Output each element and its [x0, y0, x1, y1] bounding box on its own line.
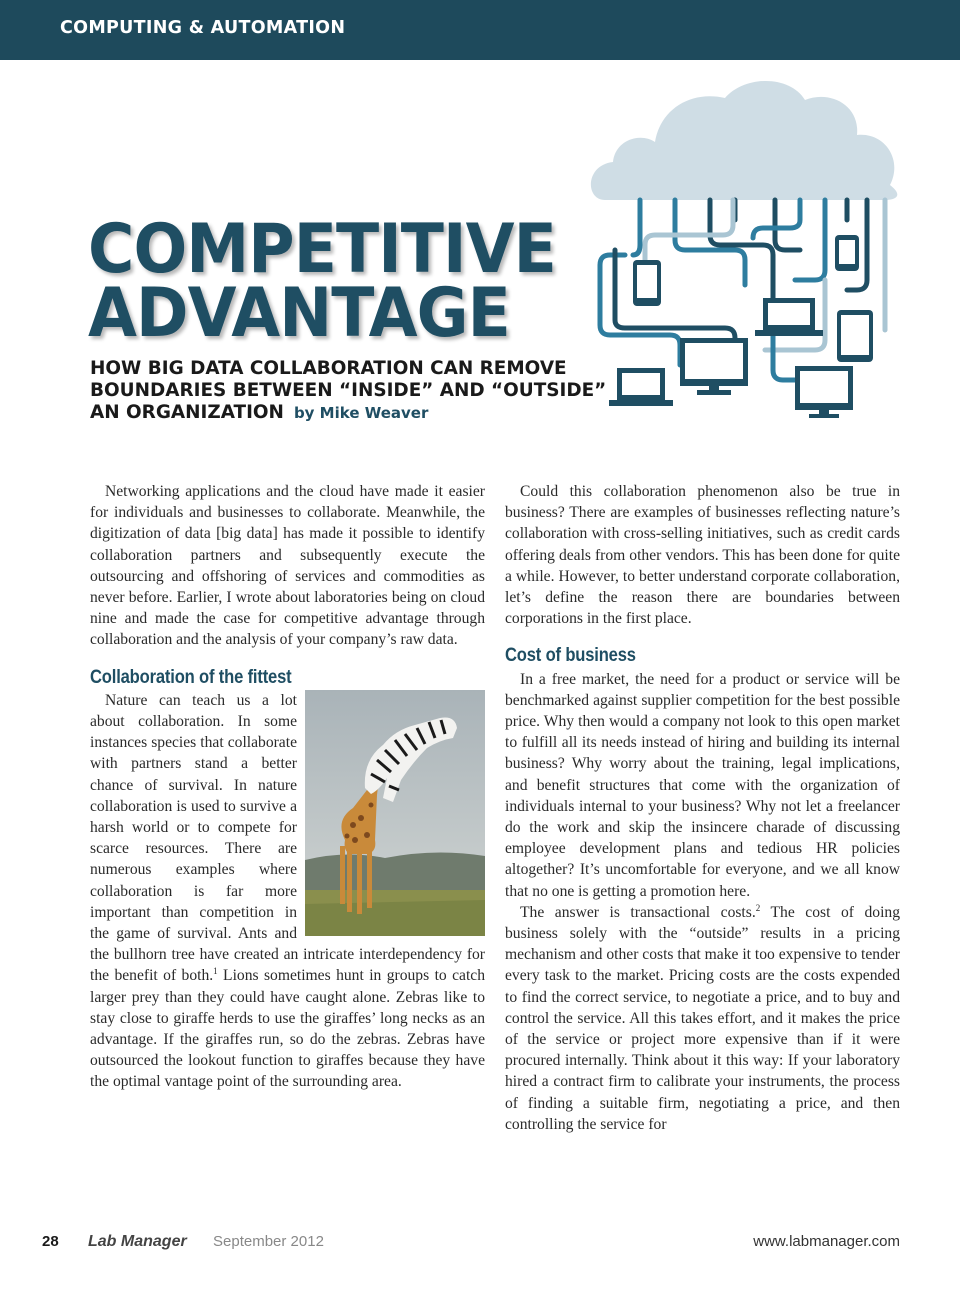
body-paragraph	[505, 902, 900, 1135]
magazine-name: Lab Manager	[88, 1233, 187, 1250]
zebra-on-giraffe-photo	[305, 690, 485, 936]
section-heading: Collaboration of the fittest	[90, 665, 292, 688]
cloud-icon	[591, 81, 897, 200]
byline: by Mike Weaver	[293, 404, 429, 422]
section-label: COMPUTING & AUTOMATION	[60, 18, 346, 38]
left-column	[90, 481, 485, 1093]
body-paragraph: Could this collaboration phenomenon also be true in business? There are examples of businesses reflecting nature’s collaboration with cross-selling initiatives, such as credit cards offering deals from other vendors. This has been done for quite a while. However, to better understand corporate collaboration, let’s define the reason there are boundaries between corporations in the first place.	[505, 483, 900, 628]
laptop-icon	[755, 298, 823, 336]
subtitle-line: BOUNDARIES BETWEEN “INSIDE” AND “OUTSIDE”	[90, 380, 607, 401]
tablet-icon	[837, 310, 873, 362]
paragraph-text: The cost of doing business solely with the “outside” results in a pricing mechanism and other costs that make it too expensive to tender every task to the market. Pricing costs are the costs expended to find the correct service, to negotiate a price, and to buy and control the service. All this takes effort, and it makes the price of the service or project more expensive than if it were procured internally. Think about it this way: If your laboratory hired a contract firm to calibrate your instruments, the process of finding a suitable firm, negotiating a price, and then controlling the service for	[505, 903, 900, 1133]
website-url: www.labmanager.com	[753, 1233, 900, 1250]
section-heading: Cost of business	[505, 644, 636, 667]
paragraph-text: Lions sometimes hunt in groups to catch larger prey than they could have caught alone. Zebras like to stay close to giraffe herds to use the giraffes’ long necks as an advantage. If the giraffes run, so do the zebras. Zebras have outsourced the lookout function to giraffes because they have the optimal vantage point of the surrounding area.	[90, 967, 485, 1091]
desktop-monitor-icon	[680, 338, 748, 395]
subtitle-line-text: AN ORGANIZATION	[90, 402, 284, 423]
page-number: 28	[42, 1233, 59, 1250]
footnote-ref: 2	[755, 902, 761, 913]
article-title	[88, 210, 556, 353]
tablet-icon	[835, 235, 859, 271]
footnote-ref: 1	[213, 966, 218, 977]
title-line: ADVANTAGE	[88, 274, 510, 353]
paragraph-text: Nature can teach us a lot about collaboration. In some instances species that collaborate with partners stand a better chance of survival. In nature collaboration is used to survive a harsh world or to compete for scarce resources. There are numerous examples where collaboration is far more important than competition in the game of survival. Ants and the bullhorn tree have created an intricate interdependency for the benefit of both.	[90, 691, 485, 985]
intro-paragraph: Networking applications and the cloud have made it easier for individuals and businesses to collaborate. Meanwhile, the digitization of data [big data] has made it possible to identify collaboration partners and subsequently execute the outsourcing and offshoring of services and commodities as never before. Earlier, I wrote about laboratories being on cloud nine and made the case for competitive advantage through collaboration and the analysis of your company’s raw data.	[90, 483, 485, 649]
cloud-network-illustration	[585, 70, 905, 420]
issue-date: September 2012	[213, 1233, 324, 1250]
tablet-icon	[633, 260, 661, 306]
subtitle-line	[90, 402, 606, 424]
body-paragraph	[90, 690, 485, 1093]
title-line: COMPETITIVE	[88, 210, 556, 289]
paragraph-text: The answer is transactional costs.	[520, 903, 756, 921]
body-paragraph: In a free market, the need for a product or service will be benchmarked against supplier competition for the best possible price. Why then would a company not look to this open market to fulfill all its needs instead of hiring and building its internal business? Why worry about the training, legal implications, and benefit structures that come with the organization of individuals internal to your business? Why not let a freelancer do the work and skip the insincere charade of discussing employee development plans and tedious HR policies altogether? It’s uncomfortable for everyone, and we all know that no one is getting a promotion here.	[505, 670, 900, 900]
section-banner	[0, 0, 960, 60]
article-subtitle	[90, 358, 606, 424]
desktop-monitor-icon	[795, 366, 853, 418]
laptop-icon	[609, 368, 673, 406]
right-column	[505, 481, 900, 1135]
subtitle-line: HOW BIG DATA COLLABORATION CAN REMOVE	[90, 358, 567, 379]
